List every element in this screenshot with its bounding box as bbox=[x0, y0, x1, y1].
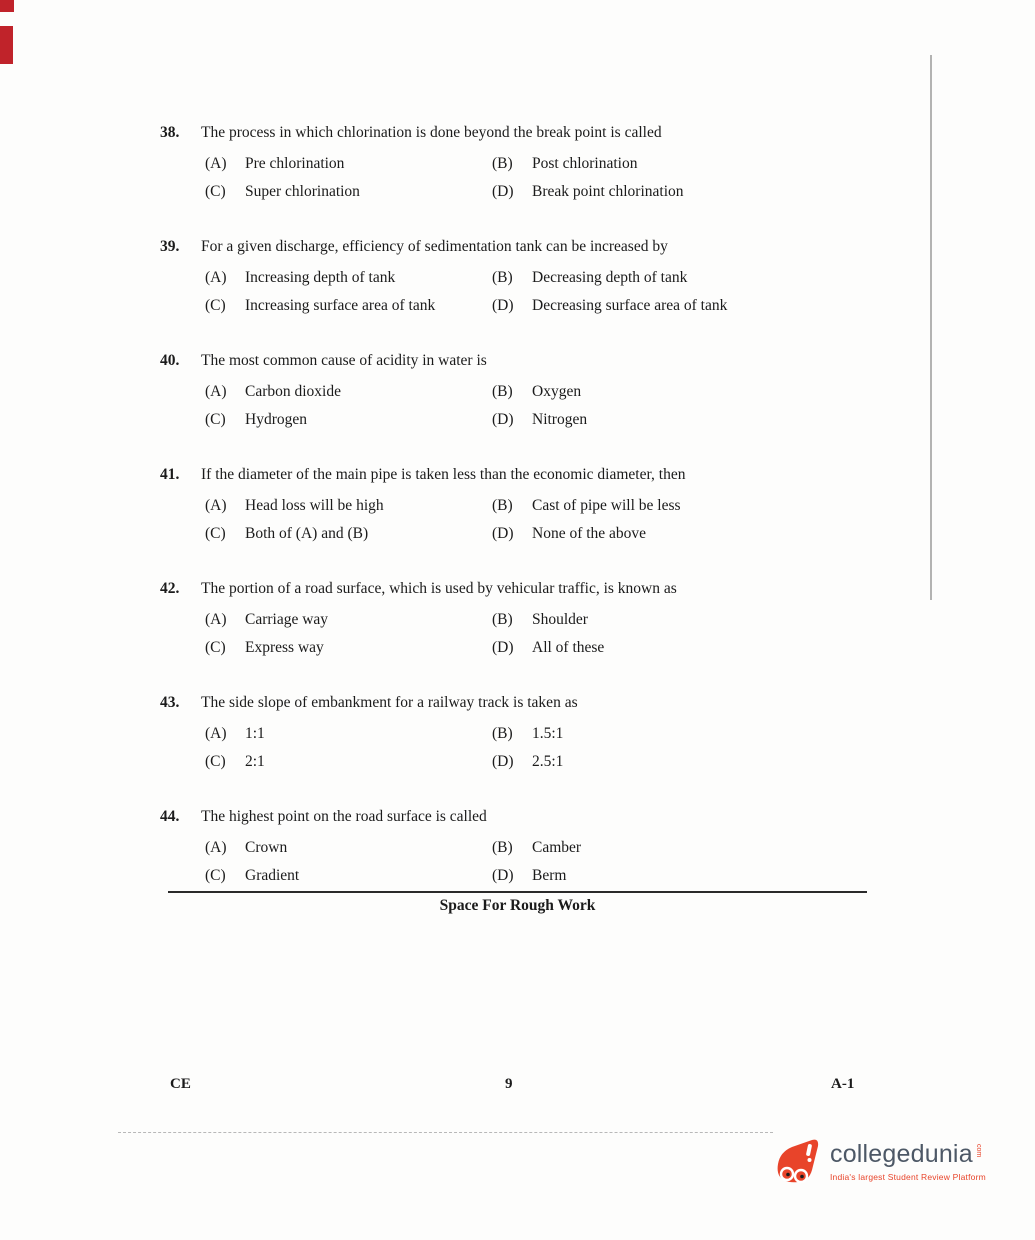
option bbox=[205, 411, 492, 429]
question-head bbox=[160, 352, 875, 370]
option-text: Decreasing surface area of tank bbox=[532, 297, 728, 314]
footer-page-number: 9 bbox=[505, 1076, 513, 1092]
collegedunia-domain-suffix: com bbox=[974, 1144, 982, 1158]
option-label: (C) bbox=[205, 525, 226, 542]
option bbox=[205, 611, 492, 629]
option-label: (D) bbox=[492, 297, 514, 314]
option bbox=[492, 383, 875, 401]
option-label: (D) bbox=[492, 753, 514, 770]
option-text: 1.5:1 bbox=[532, 725, 564, 742]
question-head bbox=[160, 808, 875, 826]
option-label: (B) bbox=[492, 725, 513, 742]
option-text: Nitrogen bbox=[532, 411, 588, 428]
question-text: For a given discharge, efficiency of sedimentation tank can be increased by bbox=[201, 238, 668, 255]
options-grid bbox=[205, 155, 875, 201]
options-grid bbox=[205, 269, 875, 315]
question-block bbox=[160, 694, 875, 771]
option-label: (D) bbox=[492, 411, 514, 428]
option bbox=[492, 753, 875, 771]
option-text: Head loss will be high bbox=[245, 497, 384, 514]
option-label: (B) bbox=[492, 383, 513, 400]
option bbox=[205, 725, 492, 743]
option-label: (A) bbox=[205, 839, 227, 856]
collegedunia-branding bbox=[772, 1136, 1022, 1188]
option-text: Super chlorination bbox=[245, 183, 360, 200]
question-block bbox=[160, 808, 875, 885]
question-text: The side slope of embankment for a railway track is taken as bbox=[201, 694, 578, 711]
footer-paper-code: CE bbox=[170, 1076, 191, 1092]
option-label: (C) bbox=[205, 867, 226, 884]
option-label: (B) bbox=[492, 269, 513, 286]
option-text: Crown bbox=[245, 839, 288, 856]
option-text: 2:1 bbox=[245, 753, 265, 770]
option bbox=[492, 155, 875, 173]
options-grid bbox=[205, 839, 875, 885]
option bbox=[205, 867, 492, 885]
options-grid bbox=[205, 611, 875, 657]
option bbox=[492, 183, 875, 201]
scan-dashed-line bbox=[118, 1132, 773, 1133]
option bbox=[492, 611, 875, 629]
question-block bbox=[160, 352, 875, 429]
option-label: (D) bbox=[492, 867, 514, 884]
option-label: (B) bbox=[492, 839, 513, 856]
option-text: Post chlorination bbox=[532, 155, 638, 172]
option-text: Hydrogen bbox=[245, 411, 307, 428]
question-text: The portion of a road surface, which is used by vehicular traffic, is known as bbox=[201, 580, 677, 597]
option-label: (C) bbox=[205, 753, 226, 770]
collegedunia-tagline: India's largest Student Review Platform bbox=[830, 1172, 986, 1182]
option bbox=[492, 839, 875, 857]
question-head bbox=[160, 466, 875, 484]
option-text: Oxygen bbox=[532, 383, 582, 400]
option bbox=[205, 753, 492, 771]
option bbox=[205, 297, 492, 315]
collegedunia-logo-icon bbox=[772, 1136, 824, 1188]
collegedunia-wordmark: collegedunia bbox=[830, 1140, 973, 1168]
question-block bbox=[160, 124, 875, 201]
question-text: The process in which chlorination is done beyond the break point is called bbox=[201, 124, 662, 141]
question-text: The highest point on the road surface is called bbox=[201, 808, 487, 825]
question-block bbox=[160, 580, 875, 657]
scan-edge-line bbox=[930, 55, 932, 600]
option bbox=[492, 525, 875, 543]
option-label: (C) bbox=[205, 297, 226, 314]
option bbox=[492, 639, 875, 657]
option-label: (A) bbox=[205, 611, 227, 628]
page-footer bbox=[0, 1076, 1035, 1098]
option bbox=[205, 155, 492, 173]
option-label: (D) bbox=[492, 639, 514, 656]
option-text: Camber bbox=[532, 839, 582, 856]
option-text: Increasing surface area of tank bbox=[245, 297, 436, 314]
option-label: (A) bbox=[205, 497, 227, 514]
option bbox=[205, 183, 492, 201]
questions-container bbox=[160, 124, 875, 885]
option-label: (C) bbox=[205, 639, 226, 656]
option-label: (D) bbox=[492, 183, 514, 200]
question-block bbox=[160, 238, 875, 315]
option-text: Pre chlorination bbox=[245, 155, 345, 172]
question-block bbox=[160, 466, 875, 543]
scan-red-mark bbox=[0, 26, 13, 64]
question-text: The most common cause of acidity in water is bbox=[201, 352, 487, 369]
option-label: (C) bbox=[205, 411, 226, 428]
option bbox=[205, 269, 492, 287]
option-label: (A) bbox=[205, 269, 227, 286]
option bbox=[205, 383, 492, 401]
option-label: (A) bbox=[205, 383, 227, 400]
option-text: Both of (A) and (B) bbox=[245, 525, 369, 542]
option-text: All of these bbox=[532, 639, 605, 656]
question-number: 41. bbox=[160, 466, 180, 483]
options-grid bbox=[205, 725, 875, 771]
option-text: Carriage way bbox=[245, 611, 329, 628]
option bbox=[492, 269, 875, 287]
option-label: (A) bbox=[205, 725, 227, 742]
options-grid bbox=[205, 497, 875, 543]
question-number: 40. bbox=[160, 352, 180, 369]
option bbox=[205, 839, 492, 857]
option bbox=[492, 725, 875, 743]
option-label: (A) bbox=[205, 155, 227, 172]
option bbox=[205, 497, 492, 515]
question-head bbox=[160, 124, 875, 142]
option bbox=[492, 867, 875, 885]
question-number: 43. bbox=[160, 694, 180, 711]
option-text: Cast of pipe will be less bbox=[532, 497, 681, 514]
option-text: Carbon dioxide bbox=[245, 383, 341, 400]
option-text: Berm bbox=[532, 867, 567, 884]
option-text: Break point chlorination bbox=[532, 183, 684, 200]
rough-work-title: Space For Rough Work bbox=[439, 897, 596, 914]
option-label: (B) bbox=[492, 611, 513, 628]
option-label: (C) bbox=[205, 183, 226, 200]
question-head bbox=[160, 238, 875, 256]
option bbox=[492, 411, 875, 429]
footer-set-code: A-1 bbox=[831, 1076, 855, 1092]
question-number: 42. bbox=[160, 580, 180, 597]
option-text: 1:1 bbox=[245, 725, 265, 742]
option bbox=[492, 497, 875, 515]
question-number: 39. bbox=[160, 238, 180, 255]
option-label: (D) bbox=[492, 525, 514, 542]
option-text: 2.5:1 bbox=[532, 753, 564, 770]
option-label: (B) bbox=[492, 155, 513, 172]
option bbox=[205, 639, 492, 657]
question-head bbox=[160, 580, 875, 598]
question-number: 38. bbox=[160, 124, 180, 141]
option-text: None of the above bbox=[532, 525, 647, 542]
option-text: Gradient bbox=[245, 867, 300, 884]
scan-red-mark bbox=[0, 0, 14, 12]
rough-work-divider bbox=[168, 891, 867, 893]
question-text: If the diameter of the main pipe is taken less than the economic diameter, then bbox=[201, 466, 686, 483]
question-number: 44. bbox=[160, 808, 180, 825]
option bbox=[205, 525, 492, 543]
option-text: Shoulder bbox=[532, 611, 588, 628]
question-list bbox=[160, 124, 875, 915]
option bbox=[492, 297, 875, 315]
options-grid bbox=[205, 383, 875, 429]
question-head bbox=[160, 694, 875, 712]
option-text: Decreasing depth of tank bbox=[532, 269, 688, 286]
option-text: Increasing depth of tank bbox=[245, 269, 396, 286]
option-text: Express way bbox=[245, 639, 324, 656]
option-label: (B) bbox=[492, 497, 513, 514]
